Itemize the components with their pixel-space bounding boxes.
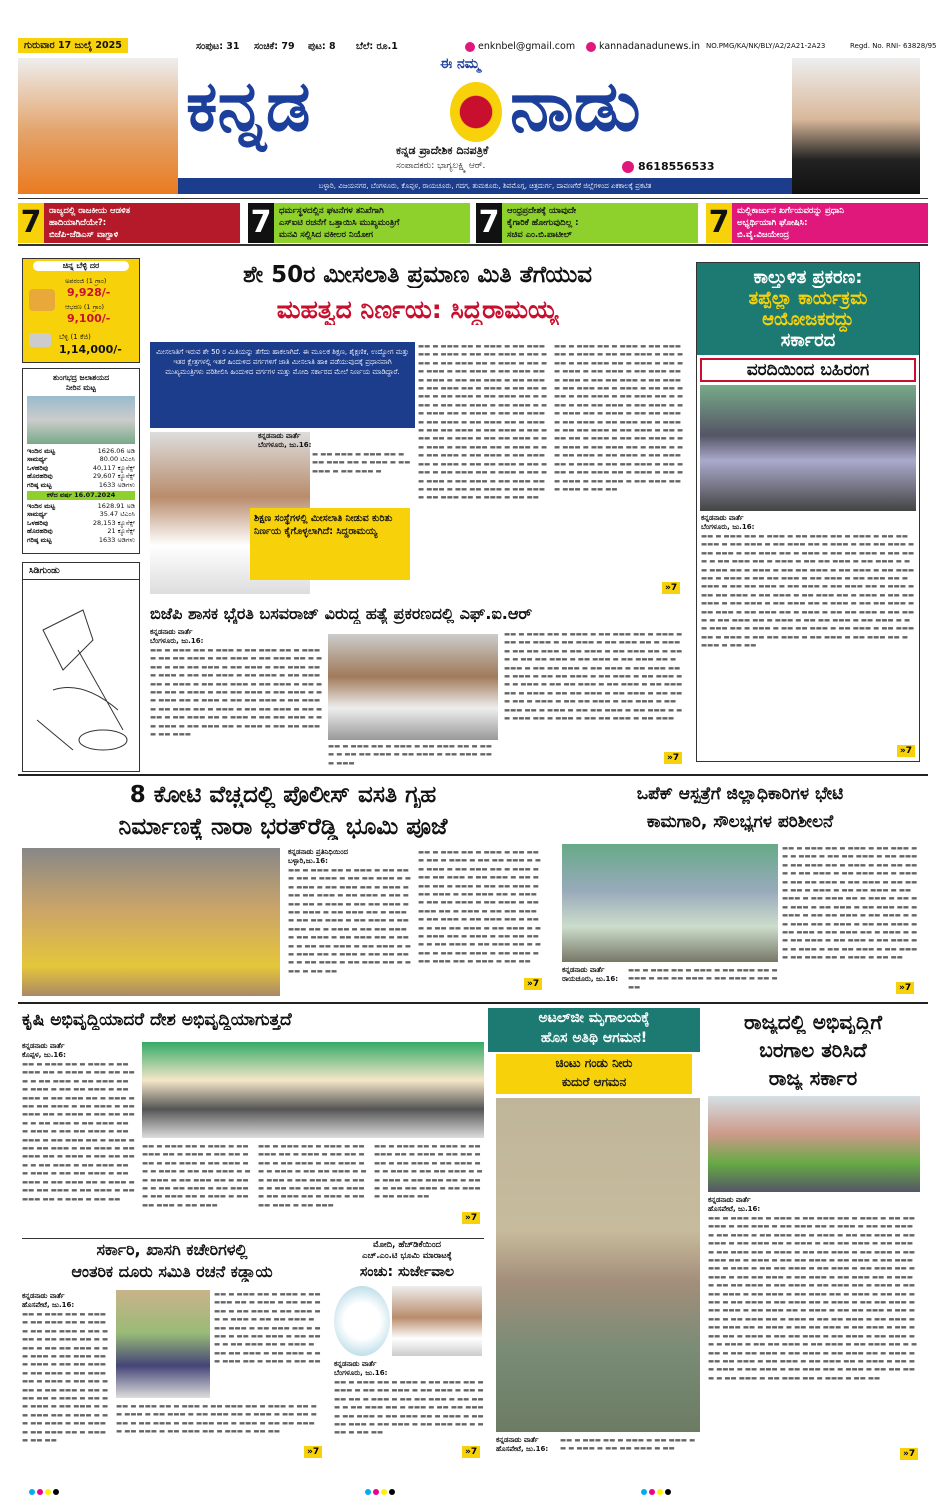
opec-headline-1: ಒಪೆಕ್ ಆಸ್ಪತ್ರೆಗೆ ಜಿಲ್ಲಾಧಿಕಾರಿಗಳ ಭೇಟಿ <box>636 784 844 804</box>
teaser-item[interactable] <box>18 203 240 243</box>
dev-body: ▬▬ ▬ ▬▬▬ ▬▬ ▬ ▬▬▬ ▬ ▬▬ ▬▬▬ ▬▬ ▬ ▬▬▬ ▬ ▬▬ ▬▬ ▬▬▬ ▬ ▬▬ ▬▬▬ ▬ ▬▬ ▬▬▬ ▬▬ ▬ ▬▬▬ ▬ ▬▬ ▬▬ ▬▬▬ ▬ ▬▬ ▬▬▬ ▬ ▬▬ ▬▬▬ ▬▬ ▬ ▬▬▬ ▬ ▬▬ ▬▬ ▬▬▬ ▬ ▬▬ ▬▬▬ ▬ ▬▬ ▬▬▬ ▬▬ ▬ ▬▬▬ ▬ ▬▬ ▬▬ ▬▬▬ ▬ ▬▬ ▬▬▬ ▬ ▬▬ ▬▬▬ ▬▬ ▬ ▬▬▬ ▬ ▬▬ ▬▬ ▬▬▬ ▬ ▬▬ ▬▬▬ ▬ ▬▬ ▬▬▬ ▬▬ ▬ ▬▬▬ ▬ ▬▬ ▬▬ ▬▬▬ ▬ ▬▬ ▬▬▬ ▬ ▬▬ ▬▬▬ ▬▬ ▬ ▬▬▬ ▬ ▬▬ ▬▬ ▬▬▬ ▬ ▬▬ ▬▬▬ ▬ ▬▬ ▬▬▬ ▬▬ ▬ ▬▬▬ ▬ ▬▬ ▬▬ ▬▬▬ ▬ ▬▬ ▬▬▬ ▬ ▬▬ ▬▬▬ ▬▬ ▬ ▬▬▬ ▬ ▬▬ ▬▬ ▬▬▬ ▬ ▬▬ ▬▬▬ ▬ ▬▬ ▬▬▬ ▬▬ ▬ ▬▬▬ ▬ ▬▬ ▬▬ ▬▬▬ ▬ ▬▬ ▬▬▬ ▬ ▬▬ ▬▬▬ ▬▬ ▬ ▬▬▬ ▬ ▬▬ ▬▬ ▬▬▬ ▬ ▬▬ ▬▬▬ ▬ ▬▬ ▬▬▬ ▬▬ ▬ ▬▬▬ ▬ ▬▬ ▬▬ ▬▬▬ ▬ ▬▬ ▬▬▬ ▬ ▬▬ ▬▬▬ ▬▬ ▬ ▬▬▬ ▬ ▬▬ ▬▬ ▬▬▬ ▬ ▬▬ ▬▬▬ ▬ ▬▬ ▬▬▬ ▬▬ ▬ ▬▬▬ ▬ ▬▬ ▬▬ ▬▬▬ ▬ ▬▬ ▬▬▬ ▬ ▬▬ ▬▬▬ ▬▬ ▬ ▬▬▬ ▬ ▬▬ ▬▬ ▬▬▬ ▬ ▬▬ ▬▬▬ ▬ ▬▬ ▬▬▬ ▬▬ ▬ ▬▬▬ ▬ ▬▬ ▬▬ ▬▬▬ ▬ ▬▬ ▬▬▬ ▬ ▬▬ ▬▬▬ ▬▬ ▬ ▬▬▬ ▬ ▬▬ ▬▬ ▬▬▬ ▬ ▬▬ ▬▬▬ ▬ ▬▬ ▬▬▬ ▬▬ ▬ ▬▬▬ ▬ ▬▬ ▬▬ ▬▬▬ ▬ ▬▬ ▬▬▬ ▬ ▬▬ ▬▬▬ ▬▬ ▬ ▬▬▬ ▬ ▬▬ ▬▬ ▬▬▬ ▬ ▬▬ ▬▬▬ ▬ ▬▬ ▬▬▬ ▬▬ ▬ ▬▬▬ ▬ ▬▬ ▬▬ ▬▬▬ ▬ ▬▬ ▬▬▬ ▬ ▬▬ ▬▬▬ ▬▬ ▬ ▬▬▬ ▬ ▬▬ ▬▬ ▬▬▬ ▬ ▬▬ ▬▬▬ ▬ ▬▬ ▬▬▬ ▬▬ ▬ ▬▬▬ ▬ ▬▬ ▬▬ <box>708 1214 918 1382</box>
congress-hand-logo <box>334 1286 390 1356</box>
dam-reading-value: 1633 ಅಡಿಗಳು <box>98 535 135 544</box>
agri-body-col-3: ▬▬ ▬ ▬▬▬ ▬▬ ▬ ▬▬▬ ▬ ▬▬ ▬▬▬ ▬▬ ▬ ▬▬▬ ▬ ▬▬ ▬▬ ▬▬▬ ▬ ▬▬ ▬▬▬ ▬ ▬▬ ▬▬▬ ▬▬ ▬ ▬▬▬ ▬ ▬▬ ▬▬ ▬▬▬ ▬ ▬▬ ▬▬▬ ▬ ▬▬ ▬▬▬ ▬▬ ▬ ▬▬▬ ▬ ▬▬ ▬▬ ▬▬▬ ▬ ▬▬ ▬▬▬ ▬ ▬▬ ▬▬▬ ▬▬ ▬ ▬▬▬ ▬ ▬▬ ▬▬ ▬▬▬ ▬ ▬▬ ▬▬▬ <box>258 1142 367 1209</box>
opec-headline-2: ಕಾಮಗಾರಿ, ಸೌಲಭ್ಯಗಳ ಪರಿಶೀಲನೆ <box>646 812 834 832</box>
dam-reading-row <box>27 447 135 455</box>
surjewala-kicker-2: ಎಚ್.ಎಂ.ಟಿ ಭೂಮಿ ಮಾರಾಟಕ್ಕೆ <box>362 1251 452 1261</box>
zoo-headline-2: ಹೊಸ ಅತಿಥಿ ಆಗಮನ! <box>540 1030 648 1046</box>
gold-rate-box <box>22 258 140 363</box>
hippo-photo <box>496 1098 700 1432</box>
office-body-col-2: ▬▬ ▬ ▬▬▬ ▬▬ ▬ ▬▬▬ ▬ ▬▬ ▬▬▬ ▬▬ ▬ ▬▬▬ ▬ ▬▬ ▬▬ ▬▬▬ ▬ ▬▬ ▬▬▬ ▬ ▬▬ ▬▬▬ ▬▬ ▬ ▬▬▬ ▬ ▬▬ ▬▬ ▬▬▬ ▬ ▬▬ ▬▬▬ ▬ ▬▬ ▬▬▬ ▬▬ ▬ ▬▬▬ ▬ ▬▬ ▬▬ ▬▬▬ ▬ ▬▬ ▬▬▬ ▬ ▬▬ ▬▬▬ ▬▬ ▬ ▬▬▬ ▬ ▬▬ ▬▬ <box>116 1402 317 1436</box>
teaser-item[interactable] <box>248 203 470 243</box>
dam-reading-row <box>27 464 135 472</box>
dam-reading-row <box>27 481 135 489</box>
dam-reading-row <box>27 510 135 518</box>
web-icon <box>586 42 596 52</box>
gold22-rate: 9,100/- <box>67 312 111 325</box>
dev-byline: ಕನ್ನಡನಾಡು ವಾರ್ತೆ <box>708 1196 751 1204</box>
dam-reading-value: 28,153 ಕ್ಯೂಸೆಕ್ಸ್ <box>92 518 135 527</box>
stampede-headline-5: ವರದಿಯಿಂದ ಬಹಿರಂಗ <box>700 358 916 382</box>
masthead-title-left: ಕನ್ನಡ <box>186 65 311 147</box>
zoo-headline-1: ಅಟಲ್‌ಜೀ ಮೃಗಾಲಯಕ್ಕೆ <box>538 1010 650 1026</box>
lead-headline-1: ಶೇ 50ರ ಮೀಸಲಾತಿ ಪ್ರಮಾಣ ಮಿತಿ ತೆಗೆಯುವ <box>242 262 593 288</box>
agri-headline: ಕೃಷಿ ಅಭಿವೃದ್ಧಿಯಾದರೆ ದೇಶ ಅಭಿವೃದ್ಧಿಯಾಗುತ್ತದೆ <box>22 1010 292 1030</box>
teaser-page-number: 7 <box>248 203 274 243</box>
dam-photo <box>27 396 135 444</box>
dam-title-1: ತುಂಗಭದ್ರ ಜಲಾಶಯದ <box>52 373 110 382</box>
dam-reading-value: 1633 ಅಡಿಗಳು <box>98 480 135 489</box>
dev-headline-1: ರಾಜ್ಯದಲ್ಲಿ ಅಭಿವೃದ್ಧಿಗೆ <box>743 1010 883 1034</box>
teaser-line: ಸಚಿವ ಎಂ.ಬಿ.ಪಾಟೀಲ್ <box>507 230 572 240</box>
mail-icon <box>465 42 475 52</box>
dam-reading-row <box>27 455 135 463</box>
police-dateline: ಬಳ್ಳಾರಿ,ಜು.16: <box>288 857 328 865</box>
dam-reading-row <box>27 472 135 480</box>
stampede-headline-3: ಆಯೋಜಕರದ್ದು <box>762 309 854 330</box>
lead-headline-2: ಮಹತ್ವದ ನಿರ್ಣಯ: ಸಿದ್ದರಾಮಯ್ಯ <box>276 295 559 324</box>
section-divider <box>18 1002 928 1004</box>
email[interactable]: enknbel@gmail.com <box>478 41 576 52</box>
stampede-body: ▬▬ ▬ ▬▬▬ ▬▬ ▬ ▬▬▬ ▬ ▬▬ ▬▬▬ ▬▬ ▬ ▬▬▬ ▬ ▬▬ ▬▬ ▬▬▬ ▬ ▬▬ ▬▬▬ ▬ ▬▬ ▬▬▬ ▬▬ ▬ ▬▬▬ ▬ ▬▬ ▬▬ ▬▬▬ ▬ ▬▬ ▬▬▬ ▬ ▬▬ ▬▬▬ ▬▬ ▬ ▬▬▬ ▬ ▬▬ ▬▬ ▬▬▬ ▬ ▬▬ ▬▬▬ ▬ ▬▬ ▬▬▬ ▬▬ ▬ ▬▬▬ ▬ ▬▬ ▬▬ ▬▬▬ ▬ ▬▬ ▬▬▬ ▬ ▬▬ ▬▬▬ ▬▬ ▬ ▬▬▬ ▬ ▬▬ ▬▬ ▬▬▬ ▬ ▬▬ ▬▬▬ ▬ ▬▬ ▬▬▬ ▬▬ ▬ ▬▬▬ ▬ ▬▬ ▬▬ ▬▬▬ ▬ ▬▬ ▬▬▬ ▬ ▬▬ ▬▬▬ ▬▬ ▬ ▬▬▬ ▬ ▬▬ ▬▬ ▬▬▬ ▬ ▬▬ ▬▬▬ ▬ ▬▬ ▬▬▬ ▬▬ ▬ ▬▬▬ ▬ ▬▬ ▬▬ ▬▬▬ ▬ ▬▬ ▬▬▬ ▬ ▬▬ ▬▬▬ ▬▬ ▬ ▬▬▬ ▬ ▬▬ ▬▬ ▬▬▬ ▬ ▬▬ ▬▬▬ ▬ ▬▬ ▬▬▬ ▬▬ ▬ ▬▬▬ ▬ ▬▬ ▬▬ ▬▬▬ ▬ ▬▬ ▬▬▬ ▬ ▬▬ ▬▬▬ ▬▬ ▬ ▬▬▬ ▬ ▬▬ ▬▬ ▬▬▬ ▬ ▬▬ ▬▬▬ ▬ ▬▬ ▬▬▬ ▬▬ ▬ ▬▬▬ ▬ ▬▬ ▬▬ ▬▬▬ ▬ ▬▬ ▬▬▬ ▬ ▬▬ ▬▬▬ ▬▬ ▬ ▬▬▬ ▬ ▬▬ ▬▬ ▬▬▬ ▬ ▬▬ ▬▬▬ ▬ ▬▬ ▬▬▬ ▬▬ ▬ ▬▬▬ ▬ ▬▬ ▬▬ ▬▬▬ ▬ ▬▬ ▬▬▬ ▬ ▬▬ ▬▬▬ ▬▬ ▬ ▬▬▬ ▬ ▬▬ ▬▬ <box>701 532 915 650</box>
dam-reading-label: ಹೊರಹರಿವು <box>27 472 53 481</box>
opec-byline: ಕನ್ನಡನಾಡು ವಾರ್ತೆ <box>562 966 605 974</box>
continued-page-7-link[interactable]: »7 <box>664 752 682 764</box>
dam-reading-label: ಸಾಮರ್ಥ್ಯ <box>27 455 48 464</box>
price: ಬೆಲೆ: ರೂ.1 <box>356 41 398 52</box>
dam-reading-label: ಸಾಮರ್ಥ್ಯ <box>27 510 48 519</box>
zoo-subhead-1: ಚಿಂಟು ಗಂಡು ನೀರು <box>555 1056 633 1070</box>
top-bar <box>18 38 937 58</box>
lead-quote-box <box>250 508 410 580</box>
whatsapp-icon <box>622 161 634 173</box>
registration-marks <box>28 1480 928 1490</box>
dam-readings-last-year <box>23 502 139 544</box>
office-headline-2: ಆಂತರಿಕ ದೂರು ಸಮಿತಿ ರಚನೆ ಕಡ್ಡಾಯ <box>71 1262 273 1281</box>
agri-body-col-2: ▬▬ ▬ ▬▬▬ ▬▬ ▬ ▬▬▬ ▬ ▬▬ ▬▬▬ ▬▬ ▬ ▬▬▬ ▬ ▬▬ ▬▬ ▬▬▬ ▬ ▬▬ ▬▬▬ ▬ ▬▬ ▬▬▬ ▬▬ ▬ ▬▬▬ ▬ ▬▬ ▬▬ ▬▬▬ ▬ ▬▬ ▬▬▬ ▬ ▬▬ ▬▬▬ ▬▬ ▬ ▬▬▬ ▬ ▬▬ ▬▬ ▬▬▬ ▬ ▬▬ ▬▬▬ ▬ ▬▬ ▬▬▬ ▬▬ ▬ ▬▬▬ ▬ ▬▬ ▬▬ ▬▬▬ ▬ ▬▬ ▬▬▬ <box>142 1142 251 1209</box>
lead-byline: ಕನ್ನಡನಾಡು ವಾರ್ತೆ <box>258 432 301 440</box>
surjewala-photo <box>392 1286 482 1356</box>
gold24-label: ಅಪರಂಜಿ (1 ಗ್ರಾಂ) <box>65 277 107 285</box>
police-headline-2: ನಿರ್ಮಾಣಕ್ಕೆ ನಾರಾ ಭರತ್‌ರೆಡ್ಡಿ ಭೂಮಿ ಪೂಜೆ <box>118 814 448 840</box>
office-body-col-3: ▬▬ ▬ ▬▬▬ ▬▬ ▬ ▬▬▬ ▬ ▬▬ ▬▬▬ ▬▬ ▬ ▬▬▬ ▬ ▬▬ ▬▬ ▬▬▬ ▬ ▬▬ ▬▬▬ ▬ ▬▬ ▬▬▬ ▬▬ ▬ ▬▬▬ ▬ ▬▬ ▬▬ ▬▬▬ ▬ ▬▬ ▬▬▬ ▬ ▬▬ ▬▬▬ ▬▬ ▬ ▬▬▬ ▬ ▬▬ ▬▬ ▬▬▬ ▬ ▬▬ ▬▬▬ ▬ ▬▬ ▬▬▬ ▬▬ ▬ ▬▬▬ ▬ ▬▬ ▬▬ ▬▬▬ ▬ ▬▬ ▬▬▬ ▬ ▬▬ ▬▬▬ ▬▬ ▬ ▬▬▬ ▬ ▬▬ ▬▬ <box>214 1290 321 1366</box>
continued-page-7-link[interactable]: »7 <box>462 1212 480 1224</box>
fir-body-col-2: ▬▬ ▬ ▬▬▬ ▬▬ ▬ ▬▬▬ ▬ ▬▬ ▬▬▬ ▬▬ ▬ ▬▬▬ ▬ ▬▬ ▬▬ ▬▬▬ ▬ ▬▬ ▬▬▬ ▬ ▬▬ ▬▬▬ ▬▬ ▬ ▬▬▬ <box>328 742 492 767</box>
dev-headline-2: ಬರಗಾಲ ತರಿಸಿದೆ <box>759 1038 867 1062</box>
agri-event-photo <box>142 1042 484 1138</box>
teaser-page-number: 7 <box>706 203 732 243</box>
dam-reading-value: 35.47 ಟಿಎಂಸಿ <box>99 510 135 519</box>
dam-reading-label: ಇಂದಿನ ಮಟ್ಟ <box>27 447 56 455</box>
karnataka-map-logo <box>450 82 502 142</box>
dam-reading-value: 29,607 ಕ್ಯೂಸೆಕ್ಸ್ <box>92 472 135 481</box>
zoo-body: ▬▬ ▬ ▬▬▬ ▬▬ ▬ ▬▬▬ ▬ ▬▬ ▬▬▬ ▬▬ ▬ ▬▬▬ ▬ ▬▬ ▬▬ ▬▬▬ ▬ ▬▬ <box>560 1436 696 1453</box>
tagline: ಕನ್ನಡ ಪ್ರಾದೇಶಿಕ ದಿನಪತ್ರಿಕೆ <box>396 144 489 157</box>
silver-rate: 1,14,000/- <box>59 343 122 356</box>
zoo-headline-box <box>488 1008 700 1052</box>
surjewala-byline: ಕನ್ನಡನಾಡು ವಾರ್ತೆ <box>334 1360 377 1368</box>
politician-photo-right <box>792 58 920 194</box>
surjewala-kicker-1: ಮೋದಿ, ಹೆಚ್‌ಡಿಕೆಯಿಂದ <box>372 1240 442 1250</box>
teaser-line: ರಾಜ್ಯದಲ್ಲಿ ರಾಜಕೀಯ ಆಡಳಿತ <box>49 206 131 216</box>
lead-quote: ಶಿಕ್ಷಣ ಸಂಸ್ಥೆಗಳಲ್ಲಿ ಮೀಸಲಾತಿ ನೀಡುವ ಕುರಿತು ನಿರ್ಣಯ ಕೈಗೊಳ್ಳಲಾಗಿದೆ: ಸಿದ್ದರಾಮಯ್ಯ <box>254 513 393 537</box>
teaser-item[interactable] <box>476 203 698 243</box>
stampede-headline-2: ತಪ್ಪೆಲ್ಲಾ ಕಾರ್ಯಕ್ರಮ <box>748 288 868 309</box>
dam-reading-value: 21 ಕ್ಯೂಸೆಕ್ಸ್ <box>107 527 135 536</box>
cartoon-illustration <box>23 580 139 765</box>
agri-body-col-1: ▬▬ ▬ ▬▬▬ ▬▬ ▬ ▬▬▬ ▬ ▬▬ ▬▬▬ ▬▬ ▬ ▬▬▬ ▬ ▬▬ ▬▬ ▬▬▬ ▬ ▬▬ ▬▬▬ ▬ ▬▬ ▬▬▬ ▬▬ ▬ ▬▬▬ ▬ ▬▬ ▬▬ ▬▬▬ ▬ ▬▬ ▬▬▬ ▬ ▬▬ ▬▬▬ ▬▬ ▬ ▬▬▬ ▬ ▬▬ ▬▬ ▬▬▬ ▬ ▬▬ ▬▬▬ ▬ ▬▬ ▬▬▬ ▬▬ ▬ ▬▬▬ ▬ ▬▬ ▬▬ ▬▬▬ ▬ ▬▬ ▬▬▬ ▬ ▬▬ ▬▬▬ ▬▬ ▬ ▬▬▬ ▬ ▬▬ ▬▬ ▬▬▬ ▬ ▬▬ ▬▬▬ ▬ ▬▬ ▬▬▬ ▬▬ ▬ ▬▬▬ ▬ ▬▬ ▬▬ ▬▬▬ ▬ ▬▬ ▬▬▬ ▬ ▬▬ ▬▬▬ ▬▬ ▬ ▬▬▬ ▬ ▬▬ ▬▬ ▬▬▬ ▬ ▬▬ ▬▬▬ ▬ ▬▬ ▬▬▬ ▬▬ ▬ ▬▬▬ ▬ ▬▬ ▬▬ ▬▬▬ ▬ ▬▬ ▬▬▬ ▬ ▬▬ ▬▬▬ ▬▬ ▬ ▬▬▬ ▬ ▬▬ ▬▬ ▬▬▬ ▬ ▬▬ ▬▬▬ ▬ ▬▬ ▬▬▬ ▬▬ ▬ ▬▬▬ ▬ ▬▬ ▬▬ <box>22 1060 135 1203</box>
dam-reading-value: 40,117 ಕ್ಯೂಸೆಕ್ಸ್ <box>92 463 135 472</box>
dam-reading-value: 1628.91 ಅಡಿ <box>97 502 135 511</box>
zoo-subhead-2: ಕುದುರೆ ಆಗಮನ <box>561 1075 627 1089</box>
lead-body-col-2: ▬▬ ▬ ▬▬▬ ▬▬ ▬ ▬▬▬ ▬ ▬▬ ▬▬▬ ▬▬ ▬ ▬▬▬ ▬ ▬▬ ▬▬ ▬▬▬ ▬ ▬▬ ▬▬▬ ▬ ▬▬ ▬▬▬ ▬▬ ▬ ▬▬▬ ▬ ▬▬ ▬▬ ▬▬▬ ▬ ▬▬ ▬▬▬ ▬ ▬▬ ▬▬▬ ▬▬ ▬ ▬▬▬ ▬ ▬▬ ▬▬ ▬▬▬ ▬ ▬▬ ▬▬▬ ▬ ▬▬ ▬▬▬ ▬▬ ▬ ▬▬▬ ▬ ▬▬ ▬▬ ▬▬▬ ▬ ▬▬ ▬▬▬ ▬ ▬▬ ▬▬▬ ▬▬ ▬ ▬▬▬ ▬ ▬▬ ▬▬ ▬▬▬ ▬ ▬▬ ▬▬▬ ▬ ▬▬ ▬▬▬ ▬▬ ▬ ▬▬▬ ▬ ▬▬ ▬▬ ▬▬▬ ▬ ▬▬ ▬▬▬ ▬ ▬▬ ▬▬▬ ▬▬ ▬ ▬▬▬ ▬ ▬▬ ▬▬ ▬▬▬ ▬ ▬▬ ▬▬▬ ▬ ▬▬ ▬▬▬ ▬▬ ▬ ▬▬▬ ▬ ▬▬ ▬▬ ▬▬▬ ▬ ▬▬ ▬▬▬ ▬ ▬▬ ▬▬▬ ▬▬ ▬ ▬▬▬ ▬ ▬▬ ▬▬ ▬▬▬ ▬ ▬▬ ▬▬▬ ▬ ▬▬ ▬▬▬ ▬▬ ▬ ▬▬▬ ▬ ▬▬ ▬▬ ▬▬▬ ▬ ▬▬ ▬▬▬ ▬ ▬▬ ▬▬▬ ▬▬ ▬ ▬▬▬ ▬ ▬▬ ▬▬ ▬▬▬ ▬ ▬▬ ▬▬▬ ▬ ▬▬ ▬▬▬ ▬▬ ▬ ▬▬▬ ▬ ▬▬ ▬▬ ▬▬▬ ▬ ▬▬ ▬▬▬ ▬ ▬▬ ▬▬▬ ▬▬ ▬ ▬▬▬ ▬ ▬▬ ▬▬ <box>418 342 548 502</box>
last-year-label: ಕಳೆದ ವರ್ಷ 16.07.2024 <box>27 491 135 500</box>
lead-body-col-1: ▬ ▬▬ ▬▬▬ ▬ ▬▬▬ ▬▬ ▬ ▬▬ ▬▬▬ ▬▬ ▬ ▬▬▬ ▬ ▬▬ ▬▬▬ ▬ ▬▬ ▬▬▬ ▬ <box>312 450 411 475</box>
issue-date: ಗುರುವಾರ 17 ಜುಲೈ 2025 <box>18 38 128 53</box>
teaser-line: ಹಾದಿಯಾಗಿದೆಯೇ?: <box>49 218 107 228</box>
continued-page-7-link[interactable]: »7 <box>662 582 680 594</box>
dam-reading-row <box>27 519 135 527</box>
stampede-byline: ಕನ್ನಡನಾಡು ವಾರ್ತೆ <box>701 514 744 522</box>
cartoon-box <box>22 562 140 772</box>
agri-byline: ಕನ್ನಡನಾಡು ವಾರ್ತೆ <box>22 1042 65 1050</box>
section-divider <box>18 774 928 776</box>
postal-registration: NO.PMG/KA/NK/BLY/A2/2A21-2A23 <box>706 42 826 50</box>
continued-page-7-link[interactable]: »7 <box>897 745 915 757</box>
stampede-dateline: ಬೆಂಗಳೂರು, ಜು.16: <box>701 523 755 531</box>
agri-dateline: ಕೊಪ್ಪಳ, ಜು.16: <box>22 1051 66 1059</box>
fir-body-col-3: ▬▬ ▬ ▬▬▬ ▬▬ ▬ ▬▬▬ ▬ ▬▬ ▬▬▬ ▬▬ ▬ ▬▬▬ ▬ ▬▬ ▬▬ ▬▬▬ ▬ ▬▬ ▬▬▬ ▬ ▬▬ ▬▬▬ ▬▬ ▬ ▬▬▬ ▬ ▬▬ ▬▬ ▬▬▬ ▬ ▬▬ ▬▬▬ ▬ ▬▬ ▬▬▬ ▬▬ ▬ ▬▬▬ ▬ ▬▬ ▬▬ ▬▬▬ ▬ ▬▬ ▬▬▬ ▬ ▬▬ ▬▬▬ ▬▬ ▬ ▬▬▬ ▬ ▬▬ ▬▬ ▬▬▬ ▬ ▬▬ ▬▬▬ ▬ ▬▬ ▬▬▬ ▬▬ ▬ ▬▬▬ ▬ ▬▬ ▬▬ ▬▬▬ ▬ ▬▬ ▬▬▬ ▬ ▬▬ ▬▬▬ ▬▬ ▬ ▬▬▬ ▬ ▬▬ ▬▬ ▬▬▬ ▬ ▬▬ ▬▬▬ ▬ ▬▬ ▬▬▬ ▬▬ ▬ ▬▬▬ ▬ ▬▬ ▬▬ ▬▬▬ ▬ ▬▬ ▬▬▬ ▬ ▬▬ ▬▬▬ ▬▬ ▬ ▬▬▬ ▬ ▬▬ ▬▬ ▬▬▬ ▬ ▬▬ ▬▬▬ ▬ ▬▬ ▬▬▬ ▬▬ ▬ ▬▬▬ ▬ ▬▬ ▬▬ ▬▬▬ ▬ ▬▬ ▬▬▬ ▬ ▬▬ ▬▬▬ ▬▬ ▬ ▬▬▬ ▬ ▬▬ ▬▬ ▬▬▬ ▬ ▬▬ ▬▬▬ <box>504 630 683 723</box>
stampede-headline-1: ಕಾಲ್ತುಳಿತ ಪ್ರಕರಣ: <box>753 267 863 288</box>
teaser-line: ಕೈಗಾರಿಕೆ ಹೋಗುವುದಿಲ್ಲ : <box>507 218 579 228</box>
continued-page-7-link[interactable]: »7 <box>896 982 914 994</box>
dam-reading-row <box>27 502 135 510</box>
office-body-col-1: ▬▬ ▬ ▬▬▬ ▬▬ ▬ ▬▬▬ ▬ ▬▬ ▬▬▬ ▬▬ ▬ ▬▬▬ ▬ ▬▬ ▬▬ ▬▬▬ ▬ ▬▬ ▬▬▬ ▬ ▬▬ ▬▬▬ ▬▬ ▬ ▬▬▬ ▬ ▬▬ ▬▬ ▬▬▬ ▬ ▬▬ ▬▬▬ ▬ ▬▬ ▬▬▬ ▬▬ ▬ ▬▬▬ ▬ ▬▬ ▬▬ ▬▬▬ ▬ ▬▬ ▬▬▬ ▬ ▬▬ ▬▬▬ ▬▬ ▬ ▬▬▬ ▬ ▬▬ ▬▬ ▬▬▬ ▬ ▬▬ ▬▬▬ ▬ ▬▬ ▬▬▬ ▬▬ ▬ ▬▬▬ ▬ ▬▬ ▬▬ ▬▬▬ ▬ ▬▬ ▬▬▬ ▬ ▬▬ ▬▬▬ ▬▬ ▬ ▬▬▬ ▬ ▬▬ ▬▬ ▬▬▬ ▬ ▬▬ ▬▬▬ ▬ ▬▬ ▬▬▬ ▬▬ ▬ ▬▬▬ ▬ ▬▬ ▬▬ <box>22 1310 109 1445</box>
silver-label: ಬೆಳ್ಳಿ (1 ಕೆಜಿ) <box>59 333 91 341</box>
opec-body-col-1: ▬▬ ▬ ▬▬▬ ▬▬ ▬ ▬▬▬ ▬ ▬▬ ▬▬▬ ▬▬ ▬ ▬▬▬ ▬ ▬▬ ▬▬ ▬▬▬ ▬ ▬▬ ▬▬▬ ▬ ▬▬ ▬▬▬ <box>628 966 778 991</box>
police-body-col-2: ▬▬ ▬ ▬▬▬ ▬▬ ▬ ▬▬▬ ▬ ▬▬ ▬▬▬ ▬▬ ▬ ▬▬▬ ▬ ▬▬ ▬▬ ▬▬▬ ▬ ▬▬ ▬▬▬ ▬ ▬▬ ▬▬▬ ▬▬ ▬ ▬▬▬ ▬ ▬▬ ▬▬ ▬▬▬ ▬ ▬▬ ▬▬▬ ▬ ▬▬ ▬▬▬ ▬▬ ▬ ▬▬▬ ▬ ▬▬ ▬▬ ▬▬▬ ▬ ▬▬ ▬▬▬ ▬ ▬▬ ▬▬▬ ▬▬ ▬ ▬▬▬ ▬ ▬▬ ▬▬ ▬▬▬ ▬ ▬▬ ▬▬▬ ▬ ▬▬ ▬▬▬ ▬▬ ▬ ▬▬▬ ▬ ▬▬ ▬▬ ▬▬▬ ▬ ▬▬ ▬▬▬ ▬ ▬▬ ▬▬▬ ▬▬ ▬ ▬▬▬ ▬ ▬▬ ▬▬ ▬▬▬ ▬ ▬▬ ▬▬▬ ▬ ▬▬ ▬▬▬ ▬▬ ▬ ▬▬▬ ▬ ▬▬ ▬▬ ▬▬▬ ▬ ▬▬ ▬▬▬ ▬ ▬▬ ▬▬▬ ▬▬ ▬ ▬▬▬ ▬ ▬▬ ▬▬ ▬▬▬ ▬ ▬▬ ▬▬▬ ▬ ▬▬ ▬▬▬ ▬▬ ▬ ▬▬▬ ▬ ▬▬ ▬▬ <box>418 848 541 966</box>
gold-rate-title: ಚಿನ್ನ ಬೆಳ್ಳಿ ದರ <box>33 261 129 271</box>
dam-reading-value: 1626.06 ಅಡಿ <box>97 447 135 455</box>
editions-strip <box>178 178 792 194</box>
teaser-strip <box>18 198 928 246</box>
lead-body-col-3: ▬▬ ▬ ▬▬▬ ▬▬ ▬ ▬▬▬ ▬ ▬▬ ▬▬▬ ▬▬ ▬ ▬▬▬ ▬ ▬▬ ▬▬ ▬▬▬ ▬ ▬▬ ▬▬▬ ▬ ▬▬ ▬▬▬ ▬▬ ▬ ▬▬▬ ▬ ▬▬ ▬▬ ▬▬▬ ▬ ▬▬ ▬▬▬ ▬ ▬▬ ▬▬▬ ▬▬ ▬ ▬▬▬ ▬ ▬▬ ▬▬ ▬▬▬ ▬ ▬▬ ▬▬▬ ▬ ▬▬ ▬▬▬ ▬▬ ▬ ▬▬▬ ▬ ▬▬ ▬▬ ▬▬▬ ▬ ▬▬ ▬▬▬ ▬ ▬▬ ▬▬▬ ▬▬ ▬ ▬▬▬ ▬ ▬▬ ▬▬ ▬▬▬ ▬ ▬▬ ▬▬▬ ▬ ▬▬ ▬▬▬ ▬▬ ▬ ▬▬▬ ▬ ▬▬ ▬▬ ▬▬▬ ▬ ▬▬ ▬▬▬ ▬ ▬▬ ▬▬▬ ▬▬ ▬ ▬▬▬ ▬ ▬▬ ▬▬ ▬▬▬ ▬ ▬▬ ▬▬▬ ▬ ▬▬ ▬▬▬ ▬▬ ▬ ▬▬▬ ▬ ▬▬ ▬▬ ▬▬▬ ▬ ▬▬ ▬▬▬ ▬ ▬▬ ▬▬▬ ▬▬ ▬ ▬▬▬ ▬ ▬▬ ▬▬ ▬▬▬ ▬ ▬▬ ▬▬▬ ▬ ▬▬ ▬▬▬ ▬▬ ▬ ▬▬▬ ▬ ▬▬ ▬▬ ▬▬▬ ▬ ▬▬ ▬▬▬ ▬ ▬▬ ▬▬▬ ▬▬ ▬ ▬▬▬ ▬ ▬▬ ▬▬ ▬▬▬ ▬ ▬▬ ▬▬▬ ▬ ▬▬ ▬▬▬ ▬▬ ▬ ▬▬▬ ▬ ▬▬ ▬▬ <box>554 342 684 493</box>
stampede-crowd-photo <box>700 385 916 511</box>
officer-photo <box>116 1290 210 1398</box>
teaser-line: ಬಿ.ವೈ.ವಿಜಯೇಂದ್ರ <box>737 230 790 240</box>
dam-reading-value: 80.00 ಟಿಎಂಸಿ <box>99 455 135 464</box>
fir-dateline: ಬೆಂಗಳೂರು, ಜು.16: <box>150 637 204 645</box>
fir-headline: ಬಿಜೆಪಿ ಶಾಸಕ ಭೈರತಿ ಬಸವರಾಜ್ ವಿರುದ್ಧ ಹತ್ಯೆ ಪ್ರಕರಣದಲ್ಲಿ ಎಫ್.ಐ.ಆರ್ <box>150 604 533 623</box>
police-body-col-1: ▬▬ ▬ ▬▬▬ ▬▬ ▬ ▬▬▬ ▬ ▬▬ ▬▬▬ ▬▬ ▬ ▬▬▬ ▬ ▬▬ ▬▬ ▬▬▬ ▬ ▬▬ ▬▬▬ ▬ ▬▬ ▬▬▬ ▬▬ ▬ ▬▬▬ ▬ ▬▬ ▬▬ ▬▬▬ ▬ ▬▬ ▬▬▬ ▬ ▬▬ ▬▬▬ ▬▬ ▬ ▬▬▬ ▬ ▬▬ ▬▬ ▬▬▬ ▬ ▬▬ ▬▬▬ ▬ ▬▬ ▬▬▬ ▬▬ ▬ ▬▬▬ ▬ ▬▬ ▬▬ ▬▬▬ ▬ ▬▬ ▬▬▬ ▬ ▬▬ ▬▬▬ ▬▬ ▬ ▬▬▬ ▬ ▬▬ ▬▬ ▬▬▬ ▬ ▬▬ ▬▬▬ ▬ ▬▬ ▬▬▬ ▬▬ ▬ ▬▬▬ ▬ ▬▬ ▬▬ ▬▬▬ ▬ ▬▬ ▬▬▬ ▬ ▬▬ ▬▬▬ ▬▬ ▬ ▬▬▬ ▬ ▬▬ ▬▬ ▬▬▬ ▬ ▬▬ ▬▬▬ ▬ ▬▬ ▬▬▬ ▬▬ ▬ ▬▬▬ ▬ ▬▬ ▬▬ <box>288 866 411 975</box>
dam-reading-label: ಗರಿಷ್ಠ ಮಟ್ಟ <box>27 535 52 544</box>
stampede-story <box>696 262 920 762</box>
section-divider <box>22 1238 484 1239</box>
teaser-line: ಎಸ್‌ಐಟಿ ರಚನೆಗೆ ಒತ್ತಾಯಿಸಿ ಮುಖ್ಯಮಂತ್ರಿಗೆ <box>279 218 400 228</box>
lead-intro <box>150 342 415 428</box>
continued-page-7-link[interactable]: »7 <box>524 978 542 990</box>
opec-visit-photo <box>562 844 778 962</box>
dam-readings <box>23 447 139 489</box>
stampede-headline-4: ಸರ್ಕಾರದ <box>780 330 836 351</box>
teaser-line: ಮನವಿ ಸಲ್ಲಿಸಿದ ವಕೀಲರ ನಿಯೋಗ <box>279 230 374 240</box>
police-byline: ಕನ್ನಡನಾಡು ಪ್ರತಿನಿಧಿಯಿಂದ <box>288 848 348 856</box>
opec-dateline: ರಾಯಚೂರು, ಜು.16: <box>562 975 619 983</box>
dam-reading-label: ಹೊರಹರಿವು <box>27 527 53 536</box>
surjewala-dateline: ಬೆಂಗಳೂರು, ಜು.16: <box>334 1369 388 1377</box>
editor-name: ಸಂಪಾದಕರು: ಭಾಗ್ಯಲಕ್ಷ್ಮಿ ಆರ್. <box>396 161 486 171</box>
stampede-headline-box <box>697 263 919 355</box>
police-headline-1: 8 ಕೋಟಿ ವೆಚ್ಚದಲ್ಲಿ ಪೊಲೀಸ್ ವಸತಿ ಗೃಹ <box>129 782 437 808</box>
lead-intro-text: ಮೀಸಲಾತಿಗೆ ಇರುವ ಶೇ 50 ರ ಮಿತಿಯನ್ನು ತೆಗೆದು ಹಾಕಲಾಗಿದೆ. ಈ ಮೂಲಕ ಶಿಕ್ಷಣ, ಶೈಕ್ಷಣಿಕ, ಉದ್ಯೋಗ ಮತ್ತು ಇತರ ಕ್ಷೇತ್ರಗಳಲ್ಲಿ ಇತರೆ ಹಿಂದುಳಿದ ವರ್ಗಗಳಿಗೆ ಜಾತಿ ಮೀಸಲಾತಿ ಹಾಕಿ ಪಡೆಯುವುದಕ್ಕೆ ಪ್ರಧಾನವಾಗಿ ಮುಖ್ಯಮಂತ್ರಿಗಳು ಪರಿಶೀಲಿಸಿ ಹಿಂದುಳಿದ ವರ್ಗಗಳ ಮತ್ತು ಮೋದಿ ಸರ್ಕಾರದ ಮೇಲೆ ನಿರ್ಣಯ ಮಾಡಿದ್ದಾರೆ. <box>156 348 409 376</box>
office-dateline: ಹೊಸಪೇಟೆ, ಜು.16: <box>22 1301 75 1309</box>
teaser-item[interactable] <box>706 203 928 243</box>
zoo-dateline: ಹೊಸಪೇಟೆ, ಜು.16: <box>496 1445 549 1453</box>
cartoon-title: ಸಿಡಿಗುಂಡು <box>23 563 139 580</box>
lead-dateline: ಬೆಂಗಳೂರು, ಜು.16: <box>258 441 312 449</box>
dev-event-photo <box>708 1096 920 1192</box>
teaser-line: ಮಲ್ಲಿಕಾರ್ಜುನ ಖರ್ಗೆಯವರನ್ನು ಪ್ರಧಾನಿ <box>737 206 845 216</box>
volume: ಸಂಪುಟ: 31 <box>196 41 240 52</box>
continued-page-7-link[interactable]: »7 <box>462 1446 480 1458</box>
fir-byline: ಕನ್ನಡನಾಡು ವಾರ್ತೆ <box>150 628 193 636</box>
continued-page-7-link[interactable]: »7 <box>900 1448 918 1460</box>
dev-dateline: ಹೊಸಪೇಟೆ, ಜು.16: <box>708 1205 761 1213</box>
dam-reading-row <box>27 536 135 544</box>
gold24-rate: 9,928/- <box>67 286 111 299</box>
gold22-label: ಆಭರಣ (1 ಗ್ರಾಂ) <box>65 303 105 311</box>
dam-title-2: ನೀರಿನ ಮಟ್ಟ <box>66 383 96 392</box>
zoo-byline: ಕನ್ನಡನಾಡು ವಾರ್ತೆ <box>496 1436 539 1444</box>
teaser-line: ಧರ್ಮಸ್ಥಳದಲ್ಲಿನ ಘಟನೆಗಳ ತನಿಖೆಗಾಗಿ <box>279 206 384 216</box>
zoo-subhead-box <box>496 1054 692 1094</box>
rni-registration: Regd. No. RNI- 63828/95 <box>850 42 937 50</box>
politician-photo-left <box>18 58 178 194</box>
dam-reading-label: ಗರಿಷ್ಠ ಮಟ್ಟ <box>27 480 52 489</box>
dam-reading-row <box>27 527 135 535</box>
editions-text: ಬಳ್ಳಾರಿ, ವಿಜಯನಗರ, ಬೆಂಗಳೂರು, ಕೊಪ್ಪಳ, ರಾಯಚೂರು, ಗದಗ, ತುಮಕೂರು, ಶಿವಮೊಗ್ಗ, ಚಿತ್ರದುರ್ಗ, ದಾವಣಗೆರೆ ಜಿಲ್ಲೆಗಳಿಂದ ಏಕಕಾಲಕ್ಕೆ ಪ್ರಕಟಿತ <box>318 182 652 190</box>
surjewala-body: ▬▬ ▬ ▬▬▬ ▬▬ ▬ ▬▬▬ ▬ ▬▬ ▬▬▬ ▬▬ ▬ ▬▬▬ ▬ ▬▬ ▬▬ ▬▬▬ ▬ ▬▬ ▬▬▬ ▬ ▬▬ ▬▬▬ ▬▬ ▬ ▬▬▬ ▬ ▬▬ ▬▬ ▬▬▬ ▬ ▬▬ ▬▬▬ ▬ ▬▬ ▬▬▬ ▬▬ ▬ ▬▬▬ ▬ ▬▬ ▬▬ ▬▬▬ ▬ ▬▬ ▬▬▬ ▬ ▬▬ ▬▬▬ ▬▬ ▬ ▬▬▬ ▬ ▬▬ ▬▬ ▬▬▬ ▬ ▬▬ ▬▬▬ ▬ ▬▬ ▬▬▬ ▬▬ ▬ ▬▬▬ ▬ ▬▬ ▬▬ <box>334 1378 484 1437</box>
phone-number[interactable]: 8618556533 <box>638 160 715 173</box>
office-byline: ಕನ್ನಡನಾಡು ವಾರ್ತೆ <box>22 1292 65 1300</box>
dam-level-box <box>22 368 140 554</box>
opec-body-col-2: ▬▬ ▬ ▬▬▬ ▬▬ ▬ ▬▬▬ ▬ ▬▬ ▬▬▬ ▬▬ ▬ ▬▬▬ ▬ ▬▬ ▬▬ ▬▬▬ ▬ ▬▬ ▬▬▬ ▬ ▬▬ ▬▬▬ ▬▬ ▬ ▬▬▬ ▬ ▬▬ ▬▬ ▬▬▬ ▬ ▬▬ ▬▬▬ ▬ ▬▬ ▬▬▬ ▬▬ ▬ ▬▬▬ ▬ ▬▬ ▬▬ ▬▬▬ ▬ ▬▬ ▬▬▬ ▬ ▬▬ ▬▬▬ ▬▬ ▬ ▬▬▬ ▬ ▬▬ ▬▬ ▬▬▬ ▬ ▬▬ ▬▬▬ ▬ ▬▬ ▬▬▬ ▬▬ ▬ ▬▬▬ ▬ ▬▬ ▬▬ ▬▬▬ ▬ ▬▬ ▬▬▬ ▬ ▬▬ ▬▬▬ ▬▬ ▬ ▬▬▬ ▬ ▬▬ ▬▬ ▬▬▬ ▬ ▬▬ ▬▬▬ ▬ ▬▬ ▬▬▬ ▬▬ ▬ ▬▬▬ ▬ ▬▬ ▬▬ ▬▬▬ ▬ ▬▬ ▬▬▬ ▬ ▬▬ ▬▬▬ ▬▬ ▬ ▬▬▬ ▬ ▬▬ ▬▬ ▬▬▬ ▬ ▬▬ ▬▬▬ ▬ ▬▬ ▬▬▬ ▬▬ ▬ ▬▬▬ ▬ ▬▬ ▬▬ ▬▬▬ ▬ ▬▬ ▬▬▬ ▬ ▬▬ ▬▬▬ ▬▬ ▬ ▬▬▬ ▬ ▬▬ ▬▬ <box>782 844 918 962</box>
continued-page-7-link[interactable]: »7 <box>304 1446 322 1458</box>
surjewala-headline: ಸಂಚು: ಸುರ್ಜೇವಾಲ <box>359 1264 455 1280</box>
fir-body-col-1: ▬▬ ▬ ▬▬▬ ▬▬ ▬ ▬▬▬ ▬ ▬▬ ▬▬▬ ▬▬ ▬ ▬▬▬ ▬ ▬▬ ▬▬ ▬▬▬ ▬ ▬▬ ▬▬▬ ▬ ▬▬ ▬▬▬ ▬▬ ▬ ▬▬▬ ▬ ▬▬ ▬▬ ▬▬▬ ▬ ▬▬ ▬▬▬ ▬ ▬▬ ▬▬▬ ▬▬ ▬ ▬▬▬ ▬ ▬▬ ▬▬ ▬▬▬ ▬ ▬▬ ▬▬▬ ▬ ▬▬ ▬▬▬ ▬▬ ▬ ▬▬▬ ▬ ▬▬ ▬▬ ▬▬▬ ▬ ▬▬ ▬▬▬ ▬ ▬▬ ▬▬▬ ▬▬ ▬ ▬▬▬ ▬ ▬▬ ▬▬ ▬▬▬ ▬ ▬▬ ▬▬▬ ▬ ▬▬ ▬▬▬ ▬▬ ▬ ▬▬▬ ▬ ▬▬ ▬▬ ▬▬▬ ▬ ▬▬ ▬▬▬ ▬ ▬▬ ▬▬▬ ▬▬ ▬ ▬▬▬ ▬ ▬▬ ▬▬ ▬▬▬ ▬ ▬▬ ▬▬▬ ▬ ▬▬ ▬▬▬ ▬▬ ▬ ▬▬▬ ▬ ▬▬ ▬▬ ▬▬▬ ▬ ▬▬ ▬▬▬ ▬ ▬▬ ▬▬▬ ▬▬ ▬ ▬▬▬ ▬ ▬▬ ▬▬ ▬▬▬ ▬ ▬▬ ▬▬▬ <box>150 646 323 739</box>
bhoomi-pooja-photo <box>22 848 280 996</box>
agri-body-col-4: ▬▬ ▬ ▬▬▬ ▬▬ ▬ ▬▬▬ ▬ ▬▬ ▬▬▬ ▬▬ ▬ ▬▬▬ ▬ ▬▬ ▬▬ ▬▬▬ ▬ ▬▬ ▬▬▬ ▬ ▬▬ ▬▬▬ ▬▬ ▬ ▬▬▬ ▬ ▬▬ ▬▬ ▬▬▬ ▬ ▬▬ ▬▬▬ ▬ ▬▬ ▬▬▬ ▬▬ ▬ ▬▬▬ ▬ ▬▬ ▬▬ ▬▬▬ ▬ ▬▬ ▬▬▬ ▬ ▬▬ ▬▬▬ ▬▬ <box>374 1142 483 1201</box>
teaser-line: ಬಿಜೆಪಿ-ಜೆಡಿಎಸ್ ವಾಗ್ದಾಳಿ <box>49 230 119 240</box>
dam-reading-label: ಇಂದಿನ ಮಟ್ಟ <box>27 502 56 511</box>
teaser-line: ಆಂಧ್ರಪ್ರದೇಶಕ್ಕೆ ಯಾವುದೇ <box>507 206 577 216</box>
teaser-page-number: 7 <box>476 203 502 243</box>
teaser-line: ಅಭ್ಯರ್ಥಿಯಾಗಿ ಘೋಷಿಸಿ: <box>737 218 808 228</box>
masthead-title-top: ಈ ನಮ್ಮ <box>440 56 481 72</box>
teaser-page-number: 7 <box>18 203 44 243</box>
office-headline-1: ಸರ್ಕಾರಿ, ಖಾಸಗಿ ಕಚೇರಿಗಳಲ್ಲಿ <box>96 1240 248 1259</box>
masthead-title-right: ನಾಡು <box>510 65 641 147</box>
gold-bars-icon <box>29 289 55 311</box>
page-count: ಪುಟ: 8 <box>308 41 336 52</box>
website[interactable]: kannadanadunews.in <box>599 41 701 52</box>
byrathi-basavaraj-photo <box>328 634 498 740</box>
silver-bar-icon <box>29 333 51 347</box>
dam-reading-label: ಒಳಹರಿವು <box>27 518 49 527</box>
dev-headline-3: ರಾಜ್ಯ ಸರ್ಕಾರ <box>768 1066 858 1090</box>
issue-number: ಸಂಚಿಕೆ: 79 <box>254 41 295 52</box>
dam-reading-label: ಒಳಹರಿವು <box>27 463 49 472</box>
